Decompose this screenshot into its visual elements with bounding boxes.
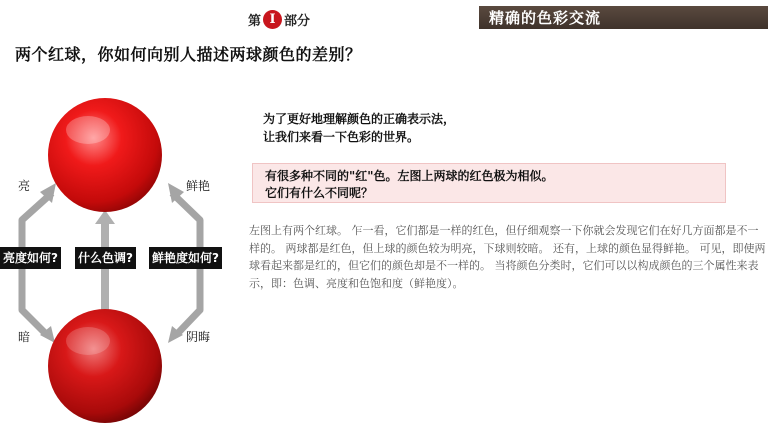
part-number-badge: I bbox=[263, 10, 282, 29]
dark-red-ball bbox=[48, 309, 162, 423]
page-title: 两个红球，你如何向别人描述两球颜色的差别？ bbox=[15, 45, 362, 64]
part-indicator bbox=[248, 9, 310, 29]
body-paragraph: 左图上有两个红球。 乍一看，它们都是一样的红色，但仔细观察一下你就会发现它们在好几方面都是不一样的。 两球都是红色，但上球的颜色较为明亮，下球则较暗。 还有，上球的颜色显得鲜艳。 可见，即使两球看起来都是红的，但它们的颜色却是不一样的。 当将颜色分类时，它们可以以构成颜色的三个属性来表示，即：色调、亮度和色饱和度（鲜艳度）。 bbox=[249, 224, 766, 290]
dull-label: 阴晦 bbox=[186, 330, 211, 344]
bright-label: 亮 bbox=[18, 179, 31, 193]
part-prefix: 第 bbox=[248, 13, 262, 29]
intro-line-2: 让我们来看一下色彩的世界。 bbox=[263, 130, 420, 144]
section-banner: 精确的色彩交流 bbox=[479, 6, 768, 29]
part-suffix: 部分 bbox=[284, 13, 311, 29]
brightness-question: 亮度如何? bbox=[0, 247, 61, 269]
dark-label: 暗 bbox=[18, 330, 31, 344]
saturation-question: 鲜艳度如何? bbox=[149, 247, 222, 269]
intro-text bbox=[263, 110, 455, 146]
red-balls-diagram bbox=[0, 88, 245, 433]
hue-question: 什么色调? bbox=[75, 247, 136, 269]
vivid-label: 鲜艳 bbox=[186, 179, 211, 193]
callout-line-1: 有很多种不同的"红"色。左图上两球的红色极为相似。 bbox=[265, 169, 554, 183]
callout-line-2: 它们有什么不同呢？ bbox=[265, 186, 374, 200]
bright-red-ball bbox=[48, 98, 162, 212]
intro-line-1: 为了更好地理解颜色的正确表示法， bbox=[263, 112, 456, 126]
callout-box bbox=[252, 163, 726, 203]
